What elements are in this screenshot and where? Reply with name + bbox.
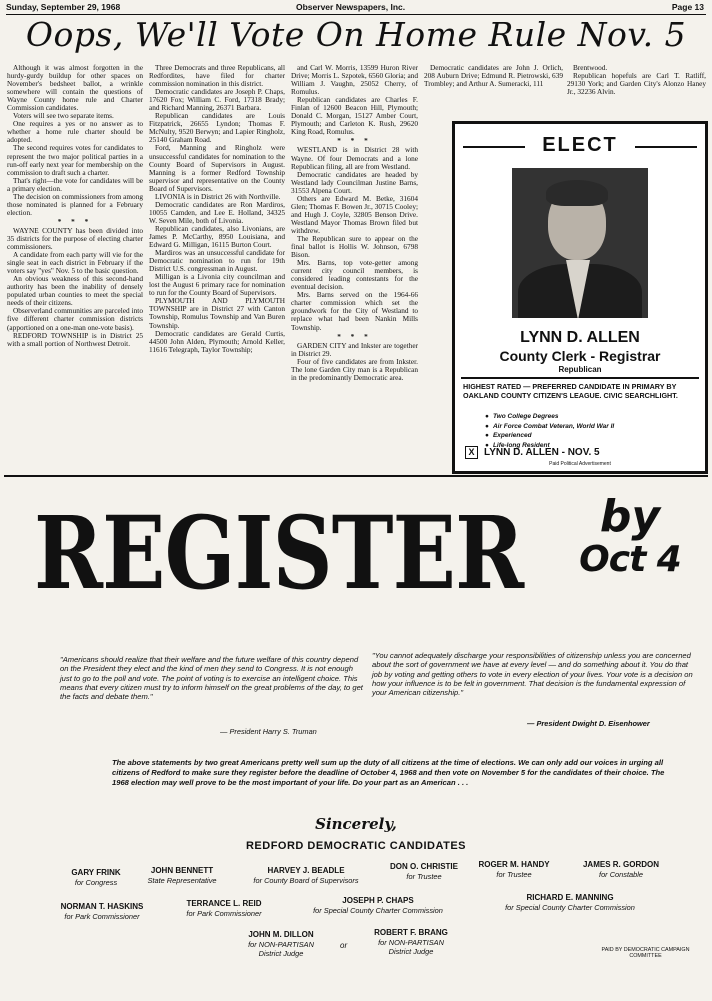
register-headline: REGISTER xyxy=(34,494,524,612)
paragraph: Republican candidates are Charles F. Finlan of 12600 Beacon Hill, Plymouth; Donald C. Morgan, 15127 Amber Court, Plymouth; and Carleton K. Rush, 29620 King Road, Romulus. xyxy=(291,95,418,137)
divider xyxy=(461,377,699,379)
paragraph: Democratic candidates are headed by Westland lady Councilman Justine Barns, 31553 Alpena Court. xyxy=(291,169,418,195)
candidate-office: for Park Commissioner xyxy=(186,908,262,918)
paid-by-notice: PAID BY DEMOCRATIC CAMPAIGN COMMITTEE xyxy=(601,947,690,960)
masthead-page-number: Page 13 xyxy=(671,2,704,12)
paragraph: Mrs. Barns served on the 1964-66 charter commission which set the groundwork for the City of Westland to replace what had been Nankin Mills Township. xyxy=(291,290,418,332)
ad-rating: HIGHEST RATED — PREFERRED CANDIDATE IN PRIMARY BY OAKLAND COUNTY CITIZEN'S LEAGUE. CIVIC SEARCHLIGHT. xyxy=(463,382,678,400)
candidate-office: for Trustee xyxy=(496,869,532,879)
ad-candidate-name: LYNN D. ALLEN xyxy=(520,329,640,346)
candidate-name: HARVEY J. BEADLE xyxy=(267,866,345,875)
paragraph: Democratic candidates are Gerald Curtis, 44500 John Alden, Plymouth; Arnold Keller, 11616 Telegraph, Taylor Township; xyxy=(149,328,285,354)
paragraph: WESTLAND is in District 28 with Wayne. Of four Democrats and a lone Republican filing, all are from Westland. xyxy=(291,145,418,171)
list-item: ● Air Force Combat Veteran, World War II xyxy=(485,422,695,432)
candidate-block xyxy=(370,928,452,957)
candidate-name: JOHN M. DILLON xyxy=(248,930,314,939)
candidate-block xyxy=(170,899,278,918)
list-item: ● Experienced xyxy=(485,431,695,441)
candidate-office: for Park Commissioner xyxy=(64,911,140,921)
paragraph: An obvious weakness of this second-hand authority has been the inability of densely populated urban counties to meet the special needs of their citizens. xyxy=(7,274,143,308)
or-separator: or xyxy=(340,941,348,950)
candidate-block xyxy=(234,866,378,885)
ad-qualifications xyxy=(485,412,695,450)
paragraph: Republican candidates are Louis Fitzpatrick, 26655 Lyndon; Thomas F. McNulty, 9520 Berwyn; and Lapier Ringholz, 25140 Graham Road. xyxy=(149,111,285,145)
masthead-publisher: Observer Newspapers, Inc. xyxy=(296,2,406,12)
ad-party: Republican xyxy=(558,365,602,374)
paragraph: The Republican sure to appear on the final ballot is Hollis W. Johnson, 6798 Bison. xyxy=(291,233,418,260)
candidate-office: for NON-PARTISAN District Judge xyxy=(248,939,314,958)
paragraph: Milligan is a Livonia city councilman and lost the August 6 primary race for nomination to run for the County Board of Supervisors. xyxy=(149,272,285,298)
paragraph: Republican hopefuls are Carl T. Ratliff, 29130 York; and Garden City's Alonzo Haney Jr., 32236 Alvin. xyxy=(567,71,706,97)
eisenhower-quote: "You cannot adequately discharge your responsibilities of citizenship unless you are concerned about the sort of government we have at every level — and do something about it. You do that job by voting and getting others to vote in every election of your lives. Your vote is a decision on how your influence is to be felt in government. That decision is the fundamental expression of your American citizenship." xyxy=(372,651,693,698)
paragraph: Four of five candidates are from Inkster. The lone Garden City man is a Republican in the predominantly Democratic area. xyxy=(291,356,418,382)
eisenhower-attribution: — President Dwight D. Eisenhower xyxy=(527,719,650,728)
list-item: ● Life-long Resident xyxy=(485,441,695,451)
paragraph: Mardiros was an unsuccessful candidate for Democratic nomination to run for 19th District U.S. congressman in August. xyxy=(149,248,285,274)
candidate-office: for County Board of Supervisors xyxy=(253,875,359,885)
article-column-3 xyxy=(291,64,418,470)
paragraph: REDFORD TOWNSHIP is in District 25 with a small portion of Northwest Detroit. xyxy=(7,330,143,348)
truman-attribution: — President Harry S. Truman xyxy=(220,727,317,736)
candidate-block xyxy=(566,860,676,879)
masthead-date: Sunday, September 29, 1968 xyxy=(6,2,121,12)
paragraph: Ford, Manning and Ringholz were unsuccessful candidates for nomination to the County Board of Supervisors in August. Manning is a former Redford Township supervisor and representative on the County Board of Supervisors. xyxy=(149,143,285,193)
section-divider: * * * xyxy=(57,216,93,226)
candidate-office: for Special County Charter Commission xyxy=(313,905,443,915)
paragraph: A candidate from each party will vie for the single seat in each district in February if the voters say "yes" Nov. 5 to the basic question. xyxy=(7,250,143,276)
candidate-name: JOSEPH P. CHAPS xyxy=(342,896,414,905)
register-date: Oct 4 xyxy=(579,539,681,580)
paragraph: Mrs. Barns, top vote-getter among current city council members, is considered leading contestants for the eventual decision. xyxy=(291,258,418,292)
candidate-name: ROBERT F. BRANG xyxy=(374,928,448,937)
paragraph: Three Democrats and three Republicans, all Redfordites, have filed for charter commission nomination in this district. xyxy=(149,64,285,89)
candidate-name: JOHN BENNETT xyxy=(150,866,214,875)
committee-statement: The above statements by two great Americans pretty well sum up the duty of all citizens at the time of elections. We can only add our voices in urging all citizens of Redford to make sure they register before the deadline of October 4, 1968 and then vote on November 5 for the candidates of their choice. The 1968 election may well prove to be the most important of your life. Do your part as an American . . . xyxy=(112,758,665,787)
committee-name: REDFORD DEMOCRATIC CANDIDATES xyxy=(245,840,467,852)
sign-off: Sincerely, xyxy=(315,815,397,833)
section-divider: * * * xyxy=(337,331,372,341)
article-column-5 xyxy=(567,64,706,108)
candidate-office: for NON-PARTISAN District Judge xyxy=(378,937,444,956)
register-deadline xyxy=(566,491,694,580)
paragraph: LIVONIA is in District 26 with Northville. xyxy=(155,191,281,201)
candidate-office: for Trustee xyxy=(406,871,442,881)
candidate-block xyxy=(480,893,660,912)
candidate-name: RICHARD E. MANNING xyxy=(526,893,614,902)
candidate-block xyxy=(468,860,560,879)
candidate-name: JAMES R. GORDON xyxy=(582,860,659,869)
candidate-office: for Congress xyxy=(74,877,118,887)
truman-quote: "Americans should realize that their welfare and the future welfare of this country depend on the President they elect and the kind of men they send to Congress. It is not enough just to go to the poll and vote. The point of voting is to exercise an intelligent choice. This means that every citizen must try to inform himself on the great problems of the day, to get the facts and debate them." xyxy=(60,655,363,702)
candidate-block xyxy=(378,862,470,881)
paragraph: One requires a yes or no answer as to whether a home rule charter should be adopted. xyxy=(7,119,143,145)
paragraph: Democratic candidates are Ron Mardiros, 10055 Camden, and Lee E. Holland, 34325 W. Seven Mile, both of Livonia. xyxy=(149,199,285,225)
paragraph: WAYNE COUNTY has been divided into 35 districts for the purpose of electing charter commissioners. xyxy=(7,225,143,252)
ad-office: County Clerk - Registrar xyxy=(499,348,661,364)
candidate-name: DON O. CHRISTIE xyxy=(389,862,458,871)
candidate-name: TERRANCE L. REID xyxy=(186,899,262,908)
paragraph: Observerland communities are parceled into five different charter commission districts (apportioned on a one-man one-vote basis). xyxy=(7,306,143,332)
divider xyxy=(4,475,708,477)
paragraph: The second requires votes for candidates to represent the two major political parties in a run-off early next year for membership on the commission to draft such a charter. xyxy=(7,143,143,177)
register-by: by xyxy=(599,491,661,542)
ad-paid-notice: Paid Political Advertisement xyxy=(549,461,611,467)
candidate-block xyxy=(240,930,322,959)
ad-vote-line xyxy=(465,446,695,459)
campaign-ad-lynn-allen xyxy=(452,121,708,474)
list-item: ● Two College Degrees xyxy=(485,412,695,422)
article-column-4 xyxy=(424,64,563,108)
article-headline: Oops, We'll Vote On Home Rule Nov. 5 xyxy=(25,15,687,54)
article-column-2 xyxy=(149,64,285,470)
candidate-office: State Representative xyxy=(147,875,217,885)
candidate-block xyxy=(42,902,162,921)
paragraph: Democratic candidates are John J. Orlich, 208 Auburn Drive; Edmund R. Pietrowski, 639 Trombley; and Arthur A. Sumeracki, 111 xyxy=(424,64,563,89)
candidate-office: for Special County Charter Commission xyxy=(505,902,635,912)
candidate-block xyxy=(292,896,464,915)
article-column-1 xyxy=(7,64,143,470)
candidate-block xyxy=(126,866,238,885)
paragraph: That's right—the vote for candidates will be a primary election. xyxy=(7,175,143,193)
paragraph: PLYMOUTH AND PLYMOUTH TOWNSHIP are in District 27 with Canton Township, Romulus Township and Van Buren Township. xyxy=(149,296,285,330)
paragraph: and Carl W. Morris, 13599 Huron River Drive; Morris L. Szpotek, 6560 Gloria; and William J. Vaughn, 25052 Cherry, of Romulus. xyxy=(291,64,418,97)
paragraph: Others are Edward M. Betke, 31604 Glen; Thomas F. Bowen Jr., 30715 Cooley; and Hugh J. Coyle, 32805 Benson Drive. Westland Mayor Thomas Brown filed but withdrew. xyxy=(291,193,418,235)
candidate-name: GARY FRINK xyxy=(71,868,121,877)
candidate-name: ROGER M. HANDY xyxy=(478,860,550,869)
section-divider: * * * xyxy=(337,136,372,146)
paragraph: Brentwood. xyxy=(573,64,608,72)
paragraph: Although it was almost forgotten in the hurdy-gurdy buildup for other spaces on November's bedsheet ballot, a wrinkle somewhere will contain the questions of Wayne County home rule and Charter Commission candidates. xyxy=(7,64,143,113)
checkbox-icon: X xyxy=(465,446,478,459)
candidate-portrait xyxy=(512,168,648,318)
ad-elect-heading: ELECT xyxy=(455,134,705,157)
masthead xyxy=(6,2,706,15)
paragraph: Voters will see two separate items. xyxy=(13,111,114,121)
candidate-name: NORMAN T. HASKINS xyxy=(60,902,144,911)
ad-vote-text: LYNN D. ALLEN - NOV. 5 xyxy=(484,447,600,459)
paragraph: The decision on commissioners from among those nominated is planned for a February election. xyxy=(7,191,143,217)
paragraph: Democratic candidates are Joseph P. Chaps, 17620 Fox; William C. Ford, 17318 Brady; and Richard Manning, 26371 Barbara. xyxy=(149,87,285,113)
candidate-office: for Constable xyxy=(599,869,643,879)
paragraph: GARDEN CITY and Inkster are together in District 29. xyxy=(291,340,418,358)
paragraph: Republican candidates, also Livonians, are James P. McCarthy, 8950 Louisiana, and Edward G. Milligan, 16115 Burton Court. xyxy=(149,223,285,250)
